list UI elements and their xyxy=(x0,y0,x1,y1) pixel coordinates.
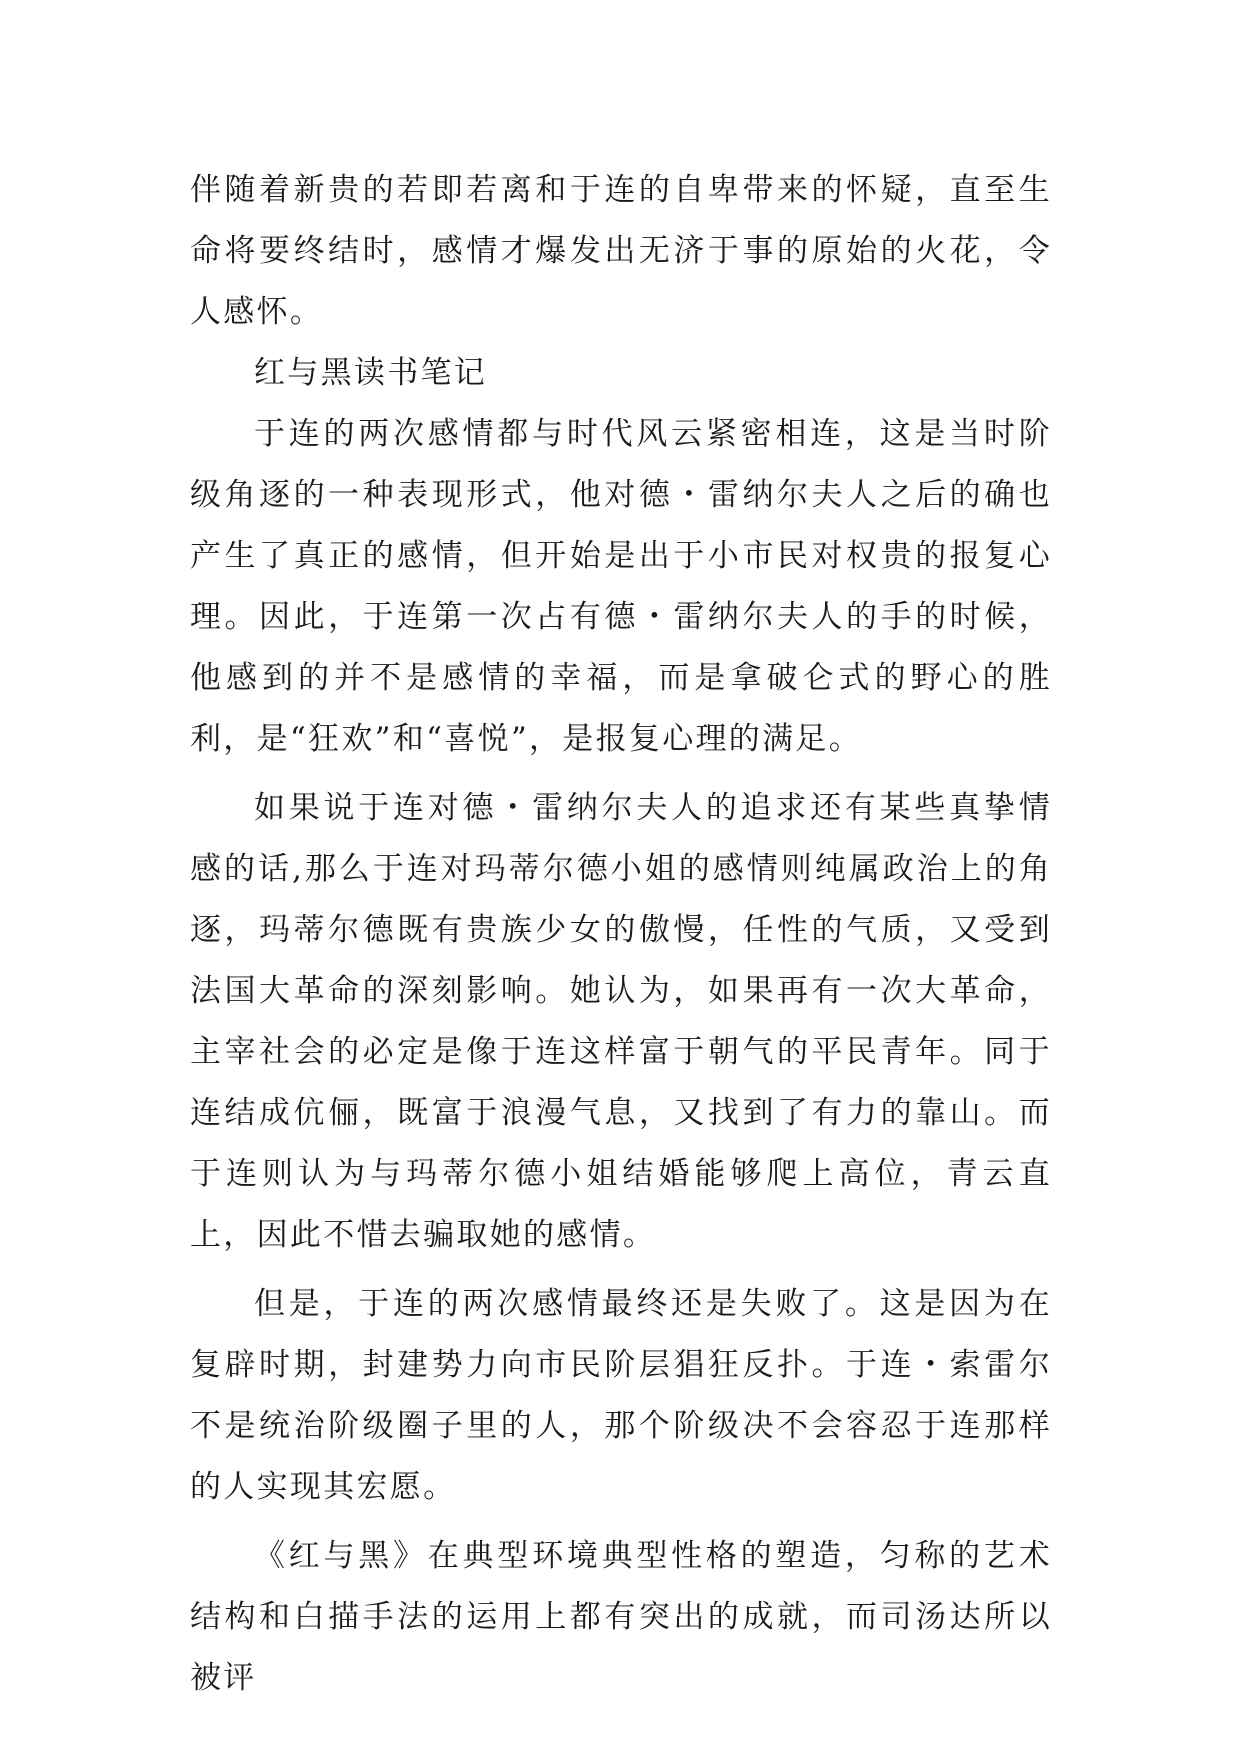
paragraph-2: 如果说于连对德・雷纳尔夫人的追求还有某些真挚情感的话,那么于连对玛蒂尔德小姐的感情则纯属政治上的角逐，玛蒂尔德既有贵族少女的傲慢，任性的气质，又受到法国大革命的深刻影响。她认为，如果再有一次大革命，主宰社会的必定是像于连这样富于朝气的平民青年。同于连结成伉俪，既富于浪漫气息，又找到了有力的靠山。而于连则认为与玛蒂尔德小姐结婚能够爬上高位，青云直上，因此不惜去骗取她的感情。 xyxy=(190,790,1052,1253)
paragraph-1: 于连的两次感情都与时代风云紧密相连，这是当时阶级角逐的一种表现形式，他对德・雷纳尔夫人之后的确也产生了真正的感情，但开始是出于小市民对权贵的报复心理。因此，于连第一次占有德・雷纳尔夫人的手的时候，他感到的并不是感情的幸福，而是拿破仑式的野心的胜利，是“狂欢”和“喜悦”，是报复心理的满足。 xyxy=(190,416,1052,757)
section-title: 红与黑读书笔记 xyxy=(254,355,488,391)
paragraph-continuation: 伴随着新贵的若即若离和于连的自卑带来的怀疑，直至生命将要终结时，感情才爆发出无济于事的原始的火花，令人感怀。 xyxy=(190,172,1052,330)
paragraph-4: 《红与黑》在典型环境典型性格的塑造，匀称的艺术结构和白描手法的运用上都有突出的成就，而司汤达所以被评 xyxy=(190,1538,1052,1696)
document-page xyxy=(190,160,1052,1709)
paragraph-3: 但是，于连的两次感情最终还是失败了。这是因为在复辟时期，封建势力向市民阶层猖狂反扑。于连・索雷尔不是统治阶级圈子里的人，那个阶级决不会容忍于连那样的人实现其宏愿。 xyxy=(190,1286,1052,1505)
